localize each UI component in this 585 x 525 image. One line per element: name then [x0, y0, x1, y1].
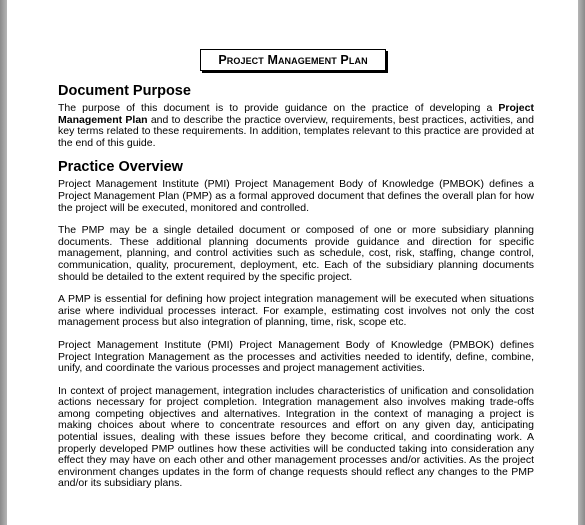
purpose-text-bold: Project Management Plan [58, 102, 534, 126]
left-page-edge [0, 0, 7, 525]
section-heading-document-purpose: Document Purpose [58, 83, 191, 99]
overview-paragraph-4: Project Management Institute (PMI) Project Management Body of Knowledge (PMBOK) defines Project Integration Management as the processes and activities needed to identify, define, combine, unify, and coordinate the various processes and project management activities. [58, 338, 534, 375]
overview-paragraph-2: The PMP may be a single detailed document or composed of one or more subsidiary planning documents. These additional planning documents provide guidance and direction for specific management, planning, and control activities such as schedule, cost, risk, staffing, change control, communication, quality, procurement, deployment, etc. Each of the subsidiary planning documents should be detailed to the extent required by the specific project. [58, 224, 534, 283]
document-title [200, 49, 386, 71]
document-title-text: Project Management Plan [218, 53, 368, 67]
purpose-text-pre: The purpose of this document is to provide guidance on the practice of developing a [58, 102, 499, 114]
document-body [58, 82, 534, 490]
purpose-text-post: and to describe the practice overview, requirements, best practices, activities, and key terms related to these requirements. In addition, templates relevant to this practice are provided at the end of this guide. [58, 113, 534, 149]
overview-paragraph-1: Project Management Institute (PMI) Project Management Body of Knowledge (PMBOK) defines a Project Management Plan (PMP) as a formal approved document that defines the overall plan for how the project will be executed, monitored and controlled. [58, 178, 534, 214]
purpose-paragraph [58, 103, 534, 149]
overview-paragraph-5: In context of project management, integration includes characteristics of unification and consolidation actions necessary for project completion. Integration management also involves making trade-offs among competing objectives and alternatives. Integration in the context of managing a project is making choices about where to concentrate resources and effort on any given day, anticipating potential issues, dealing with these issues before they become critical, and coordinating work. A properly developed PMP outlines how these activities will be conducted taking into consideration any effect they may have on each other and other management processes and/or activities. As the project environment changes updates in the form of change requests should reflect any changes to the PMP and/or its subsidiary plans. [58, 384, 534, 490]
section-heading-practice-overview: Practice Overview [58, 159, 183, 176]
overview-paragraph-3: A PMP is essential for defining how project integration management will be executed when situations arise where individual processes interact. For example, estimating cost involves not only the cost management process but also integration of planning, time, risk, scope etc. [58, 293, 534, 329]
right-page-edge [578, 0, 585, 525]
document-page [7, 0, 578, 525]
